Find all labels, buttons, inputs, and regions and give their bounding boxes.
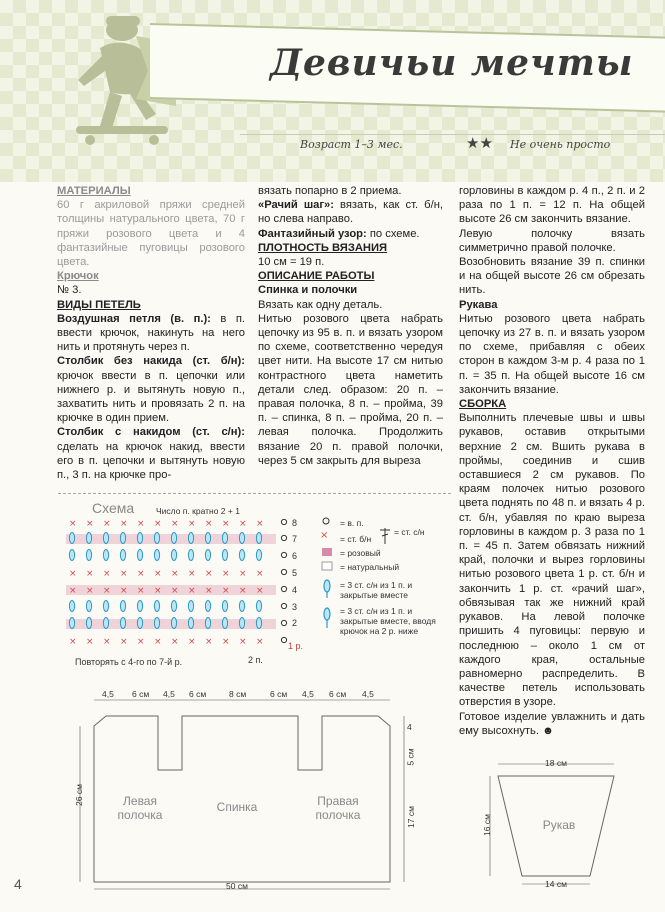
- cluster-stitch-icon: [69, 618, 74, 629]
- cluster-stitch-icon: [205, 601, 210, 612]
- cluster-stitch-icon: [103, 601, 108, 612]
- sc-stitch-icon: ×: [69, 586, 77, 596]
- legend-pink-swatch: [322, 548, 332, 556]
- end-mark-icon: ☻: [542, 724, 554, 737]
- sc-stitch-icon: ×: [137, 637, 145, 647]
- fancy-text: по схеме.: [366, 227, 420, 240]
- back-text-2: Нитью розового цвета набрать цепочку из 95 в. п. и вязать узором по схеме, соответственно чередуя цвет нити. На высоте 17 см нитью контрастного цвета наметить детали след. образом: 20 п. – правая полочка, 8 п. – пройма, 39 п. – спинка, 8 п. – пройма, 20 п. – левая полочка. Продолжить вязание 20 п. правой полочки, через 5 см закрыть для выреза: [258, 312, 443, 467]
- sc-stitch-icon: ×: [86, 569, 94, 579]
- sc-stitch-icon: ×: [188, 586, 196, 596]
- sc-stitch-icon: ×: [239, 519, 247, 529]
- legend-chain-icon: [323, 518, 329, 524]
- legend-chain: = в. п.: [340, 518, 364, 528]
- chain-stitch-icon: [281, 620, 286, 625]
- cluster-stitch-icon: [222, 618, 227, 629]
- width-label-4: 6 см: [189, 689, 207, 699]
- chain-stitch-icon: [281, 603, 286, 608]
- stitch-chart: [62, 516, 292, 656]
- cluster-stitch-icon: [239, 550, 244, 561]
- sleeves-heading: Рукава: [459, 298, 498, 311]
- sc-stitch-icon: ×: [171, 569, 179, 579]
- difficulty-label: Не очень просто: [510, 138, 611, 151]
- chain-stitch-icon: [281, 535, 286, 540]
- sc-stitch-icon: ×: [256, 586, 264, 596]
- cluster-stitch-icon: [239, 533, 244, 544]
- cluster-stitch-icon: [239, 618, 244, 629]
- materials-heading: МАТЕРИАЛЫ: [57, 185, 131, 197]
- sc-stitch-icon: ×: [256, 637, 264, 647]
- sc-stitch-icon: ×: [154, 637, 162, 647]
- schema-stitch-count: Число п. кратно 2 + 1: [156, 506, 240, 516]
- description-heading: ОПИСАНИЕ РАБОТЫ: [258, 270, 375, 283]
- sleeve-label: Рукав: [542, 818, 576, 832]
- sc-stitch-icon: ×: [256, 519, 264, 529]
- final-paragraph: [459, 710, 645, 738]
- sc-stitch-icon: ×: [103, 637, 111, 647]
- c3-p2: Левую полочку вязать симметрично правой полочке.: [459, 227, 645, 254]
- chain-stitch-icon: [281, 569, 286, 574]
- dc-label: Столбик с накидом (ст. с/н):: [57, 426, 245, 439]
- sc-stitch-icon: ×: [69, 519, 77, 529]
- width-label-7: 4,5: [302, 689, 314, 699]
- sc-stitch-icon: ×: [86, 586, 94, 596]
- final-text: Готовое изделие увлажнить и дать ему высохнуть.: [459, 710, 645, 737]
- width-label-1: 4,5: [102, 689, 114, 699]
- sc-stitch-icon: ×: [69, 637, 77, 647]
- sc-stitch-icon: ×: [86, 637, 94, 647]
- page-title: Девичьи мечты: [270, 42, 634, 84]
- loops-heading: ВИДЫ ПЕТЕЛЬ: [57, 298, 141, 311]
- sc-stitch-icon: ×: [239, 637, 247, 647]
- legend-symbols: [318, 514, 342, 644]
- cluster-stitch-icon: [154, 533, 159, 544]
- sc-stitch-icon: ×: [120, 569, 128, 579]
- cluster-stitch-icon: [188, 550, 193, 561]
- column-1: [57, 184, 245, 482]
- sc-stitch-icon: ×: [103, 569, 111, 579]
- cluster-stitch-icon: [171, 550, 176, 561]
- row-number-3: 3: [292, 602, 298, 612]
- cluster-stitch-icon: [256, 533, 261, 544]
- height-lower-label: 17 см: [405, 806, 416, 828]
- cluster-stitch-icon: [86, 618, 91, 629]
- materials-text: 60 г акриловой пряжи средней толщины натурального цвета, 70 г пряжи розового цвета и 4 фантазийные пуговицы розового цвета.: [57, 199, 245, 269]
- sc-stitch-icon: ×: [103, 586, 111, 596]
- c2-p1: вязать попарно в 2 приема.: [258, 185, 402, 197]
- sc-stitch-icon: ×: [205, 637, 213, 647]
- back-heading: Спинка и полочки: [258, 284, 358, 297]
- right-front-label: Правая полочка: [315, 794, 361, 822]
- hook-heading: Крючок: [57, 270, 99, 283]
- cluster-stitch-icon: [222, 550, 227, 561]
- legend-cluster-low: = 3 ст. с/н из 1 п. и закрытые вместе, вводя крючок на 2 р. ниже: [340, 606, 436, 636]
- cluster-stitch-icon: [171, 601, 176, 612]
- cluster-stitch-icon: [137, 533, 142, 544]
- hook-text: № 3.: [57, 284, 82, 297]
- row-number-1: 1 р.: [288, 641, 304, 651]
- cluster-stitch-icon: [222, 533, 227, 544]
- sc-stitch-icon: ×: [205, 569, 213, 579]
- body-pattern-diagram: [60, 686, 430, 896]
- width-total-label: 50 см: [226, 881, 248, 891]
- legend-dc: = ст. с/н: [394, 527, 425, 537]
- c3-p3: Возобновить вязание 39 п. спинки и на общей высоте 26 см обрезать нить.: [459, 256, 645, 297]
- sc-stitch-icon: ×: [256, 569, 264, 579]
- cluster-stitch-icon: [256, 550, 261, 561]
- sc-stitch-icon: ×: [120, 519, 128, 529]
- chain-text: в п. ввести крючок, накинуть на него нить и протянуть через п.: [57, 312, 245, 354]
- cluster-stitch-icon: [154, 618, 159, 629]
- sc-stitch-icon: ×: [120, 586, 128, 596]
- mesh-paragraph: [258, 198, 443, 226]
- height-top-label: 4: [407, 722, 412, 732]
- chain-stitch-icon: [281, 586, 286, 591]
- legend-sc: = ст. б/н: [340, 534, 372, 544]
- cluster-stitch-icon: [120, 601, 125, 612]
- c3-p1: горловины в каждом р. 4 п., 2 п. и 2 раза по 1 п. = 12 п. На общей высоте 26 см закончить вязание.: [459, 185, 645, 226]
- mesh-text: вязать, как ст. б/н, но слева направо.: [258, 199, 443, 226]
- width-label-8: 6 см: [329, 689, 347, 699]
- sleeve-top-label: 18 см: [545, 758, 567, 768]
- sc-stitch-icon: ×: [86, 519, 94, 529]
- cluster-stitch-icon: [137, 550, 142, 561]
- sc-stitch-icon: ×: [239, 586, 247, 596]
- legend-natural: = натуральный: [340, 562, 400, 572]
- height-armhole-label: 5 см: [405, 748, 416, 766]
- sc-stitch-icon: ×: [205, 519, 213, 529]
- chain-stitch-icon: [281, 637, 286, 642]
- chain-stitch-icon: [281, 552, 286, 557]
- cluster-stitch-icon: [188, 533, 193, 544]
- width-label-9: 4,5: [362, 689, 374, 699]
- sc-stitch-icon: ×: [188, 637, 196, 647]
- sc-stitch-icon: ×: [120, 637, 128, 647]
- width-label-2: 6 см: [132, 689, 150, 699]
- cluster-stitch-icon: [103, 618, 108, 629]
- legend-sc-icon: ×: [320, 530, 329, 541]
- cluster-stitch-icon: [86, 601, 91, 612]
- sc-stitch-icon: ×: [205, 586, 213, 596]
- sc-stitch-icon: ×: [137, 586, 145, 596]
- sc-stitch-icon: ×: [222, 586, 230, 596]
- assembly-heading: СБОРКА: [459, 398, 507, 411]
- fancy-label: Фантазийный узор:: [258, 227, 367, 240]
- sc-stitch-icon: ×: [103, 519, 111, 529]
- sc-stitch-icon: ×: [171, 637, 179, 647]
- sleeve-height-label: 16 см: [481, 814, 492, 836]
- sc-stitch-icon: ×: [137, 569, 145, 579]
- cluster-stitch-icon: [256, 601, 261, 612]
- left-front-label: Левая полочка: [117, 794, 163, 822]
- width-label-3: 4,5: [163, 689, 175, 699]
- cluster-stitch-icon: [120, 533, 125, 544]
- cluster-stitch-icon: [256, 618, 261, 629]
- sc-stitch-icon: ×: [171, 519, 179, 529]
- cluster-stitch-icon: [86, 533, 91, 544]
- cluster-stitch-icon: [188, 618, 193, 629]
- sc-stitch-icon: ×: [154, 519, 162, 529]
- sc-stitch-icon: ×: [188, 519, 196, 529]
- cluster-stitch-icon: [205, 550, 210, 561]
- difficulty-stars-icon: ★★: [466, 135, 493, 152]
- row-number-6: 6: [292, 551, 298, 561]
- legend-natural-swatch: [322, 562, 332, 570]
- sc-stitch-icon: ×: [154, 569, 162, 579]
- sc-stitch-icon: ×: [222, 637, 230, 647]
- cluster-stitch-icon: [171, 618, 176, 629]
- sc-stitch-icon: ×: [188, 569, 196, 579]
- dc-text: сделать на крючок накид, ввести его в п. цепочки и вытянуть новую п., 3 п. на крючке про-: [57, 440, 245, 482]
- cluster-stitch-icon: [239, 601, 244, 612]
- cluster-stitch-icon: [103, 550, 108, 561]
- mesh-label: «Рачий шаг»:: [258, 199, 334, 212]
- column-2: [258, 184, 443, 468]
- sc-stitch-icon: ×: [239, 569, 247, 579]
- sleeve-bottom-label: 14 см: [545, 879, 567, 889]
- legend-dc-icon: [378, 526, 392, 546]
- sc-label: Столбик без накида (ст. б/н):: [57, 355, 245, 368]
- cluster-stitch-icon: [137, 618, 142, 629]
- width-label-6: 6 см: [270, 689, 288, 699]
- row-number-8: 8: [292, 518, 298, 528]
- age-label: Возраст 1–3 мес.: [300, 138, 403, 151]
- sc-paragraph: [57, 354, 245, 425]
- column-3: [459, 184, 645, 738]
- sc-stitch-icon: ×: [154, 586, 162, 596]
- legend-cluster-icon: [324, 580, 330, 628]
- width-label-5: 8 см: [229, 689, 247, 699]
- sc-stitch-icon: ×: [222, 519, 230, 529]
- schema-title: Схема: [92, 500, 135, 516]
- page-number: 4: [14, 876, 22, 892]
- legend-cluster: = 3 ст. с/н из 1 п. и закрытые вместе: [340, 580, 413, 600]
- cluster-stitch-icon: [188, 601, 193, 612]
- chain-label: Воздушная петля (в. п.):: [57, 312, 211, 325]
- cluster-stitch-icon: [120, 618, 125, 629]
- legend-pink: = розовый: [340, 548, 381, 558]
- back-label: Спинка: [216, 800, 258, 814]
- back-text-1: Вязать как одну деталь.: [258, 298, 383, 311]
- cluster-stitch-icon: [69, 550, 74, 561]
- row-number-7: 7: [292, 534, 298, 544]
- cluster-stitch-icon: [103, 533, 108, 544]
- cluster-stitch-icon: [222, 601, 227, 612]
- cluster-stitch-icon: [154, 601, 159, 612]
- assembly-text: Выполнить плечевые швы и швы рукавов, оставив открытыми верхние 2 см. Вшить рукава в проймы, соединив и сшив оставшиеся 2 см рукавов. По краям полочек нитью розового цвета поднять по 48 п. и вязать 4 р. ст. б/н, убавляя по краю выреза горловины в каждом р. 3 раза по 1 п. = 45 п. Затем обвязать нижний край, полочки и вырез горловины нитью розового цвета 1 р. ст. б/н и закончить 1 р. ст. «рачий шаг», обвязывая так же нижний край рукавов. На левой полочке пришить 4 пуговицы: первую и последнюю – около 1 см от каждого края, остальные равномерно распределить. В качестве петель использовать отверстия в узоре.: [459, 412, 645, 709]
- cluster-stitch-icon: [205, 533, 210, 544]
- cluster-stitch-icon: [69, 533, 74, 544]
- cluster-stitch-icon: [154, 550, 159, 561]
- schema-bottom-label: 2 п.: [248, 655, 263, 665]
- sc-stitch-icon: ×: [222, 569, 230, 579]
- schema-repeat-note: Повторять с 4-го по 7-й р.: [75, 657, 183, 667]
- gauge-heading: ПЛОТНОСТЬ ВЯЗАНИЯ: [258, 241, 388, 254]
- dc-paragraph: [57, 425, 245, 482]
- chain-paragraph: [57, 312, 245, 355]
- height-total-label: 26 см: [73, 784, 84, 806]
- sc-stitch-icon: ×: [69, 569, 77, 579]
- sc-text: крючок ввести в п. цепочки или нижнего р. и вытянуть новую п., захватить нить и провязать 2 п. на крючке в один прием.: [57, 369, 245, 425]
- cluster-stitch-icon: [120, 550, 125, 561]
- cluster-stitch-icon: [205, 618, 210, 629]
- cluster-stitch-icon: [137, 601, 142, 612]
- cluster-stitch-icon: [171, 533, 176, 544]
- chain-stitch-icon: [281, 519, 286, 524]
- sc-stitch-icon: ×: [137, 519, 145, 529]
- cluster-stitch-icon: [86, 550, 91, 561]
- sleeves-text: Нитью розового цвета набрать цепочку из 27 в. п. и вязать узором по схеме, прибавляя с обеих сторон в каждом 3-м р. 4 раза по 1 п. = 35 п. На общей высоте 16 см закончить вязание.: [459, 312, 645, 396]
- cluster-stitch-icon: [69, 601, 74, 612]
- gauge-text: 10 см = 19 п.: [258, 256, 325, 269]
- sc-stitch-icon: ×: [171, 586, 179, 596]
- row-number-2: 2: [292, 618, 298, 628]
- row-number-5: 5: [292, 568, 298, 578]
- row-number-4: 4: [292, 585, 298, 595]
- fancy-paragraph: [258, 227, 443, 241]
